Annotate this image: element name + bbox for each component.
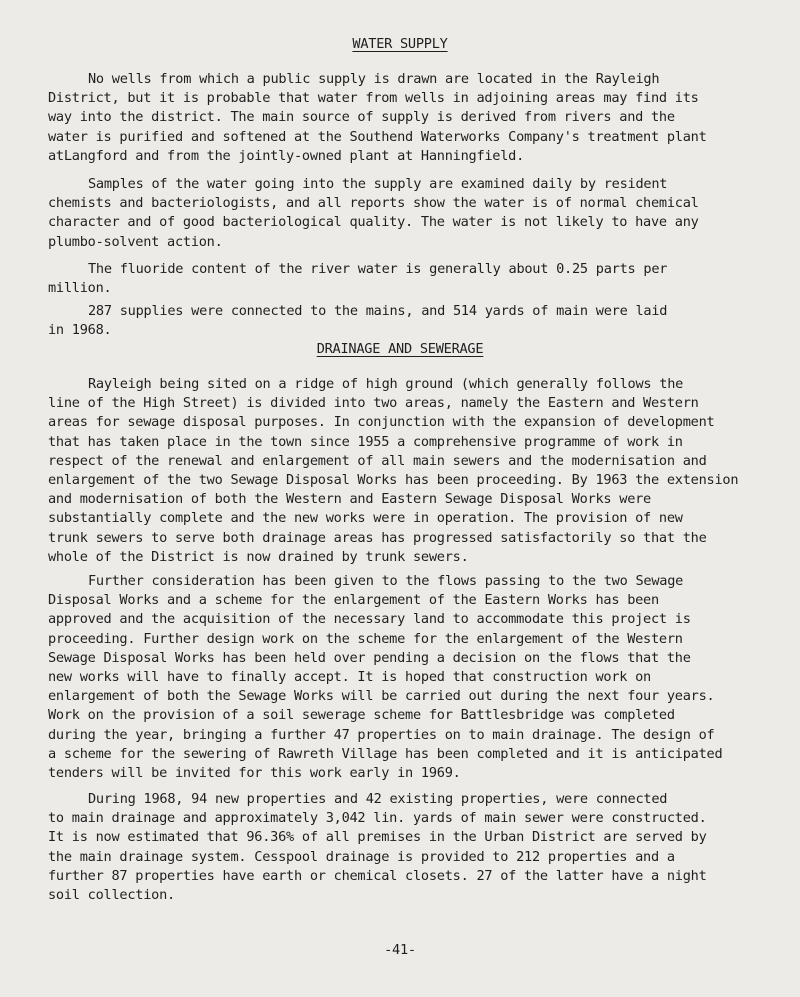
drainage-paragraph-3: During 1968, 94 new properties and 42 existing properties, were connected to main drainage and approximately 3,042 lin. yards of main sewer were constructed. It is now estimated that 96.36% of all premises in the Urban District are served by the main drainage system. Cesspool drainage is provided to 212 properties and a further 87 properties have earth or chemical closets. 27 of the latter have a night soil collection. (48, 791, 707, 904)
drainage-paragraph-1: Rayleigh being sited on a ridge of high ground (which generally follows the line of the High Street) is divided into two areas, namely the Eastern and Western areas for sewage disposal purposes. In conjunction with the expansion of development that has taken place in the town since 1955 a comprehensive programme of work in respect of the renewal and enlargement of all main sewers and the modernisation and enlargement of the two Sewage Disposal Works has been proceeding. By 1963 the extension and modernisation of both the Western and Eastern Sewage Disposal Works were substantially complete and the new works were in operation. The provision of new trunk sewers to serve both drainage areas has progressed satisfactorily so that the whole of the District is now drained by trunk sewers. (48, 376, 739, 565)
water-supply-paragraph-4: 287 supplies were connected to the mains, and 514 yards of main were laid in 1968. (48, 303, 668, 339)
drainage-paragraph-2: Further consideration has been given to the flows passing to the two Sewage Disposal Works and a scheme for the enlargement of the Eastern Works has been approved and the acquisition of the necessary land to accommodate this project is proceeding. Further design work on the scheme for the enlargement of the Western Sewage Disposal Works has been held over pending a decision on the flows that the new works will have to finally accept. It is hoped that construction work on enlargement of both the Sewage Works will be carried out during the next four years. Work on the provision of a soil sewerage scheme for Battlesbridge was completed during the year, bringing a further 47 properties on to main drainage. The design of a scheme for the sewering of Rawreth Village has been completed and it is anticipated tenders will be invited for this work early in 1969. (48, 573, 723, 782)
water-supply-heading: WATER SUPPLY (352, 36, 448, 52)
page-number: -41- (384, 942, 416, 958)
water-supply-paragraph-2: Samples of the water going into the supply are examined daily by resident chemists and bacteriologists, and all reports show the water is of normal chemical character and of good bacteriological quality. The water is not likely to have any plumbo-solvent action. (48, 176, 699, 250)
drainage-sewerage-heading: DRAINAGE AND SEWERAGE (316, 341, 484, 357)
water-supply-paragraph-3: The fluoride content of the river water is generally about 0.25 parts per million. (48, 261, 668, 297)
water-supply-paragraph-1: No wells from which a public supply is drawn are located in the Rayleigh District, but it is probable that water from wells in adjoining areas may find its way into the district. The main source of supply is derived from rivers and the water is purified and softened at the Southend Waterworks Company's treatment plant atLangford and from the jointly-owned plant at Hanningfield. (48, 71, 707, 164)
